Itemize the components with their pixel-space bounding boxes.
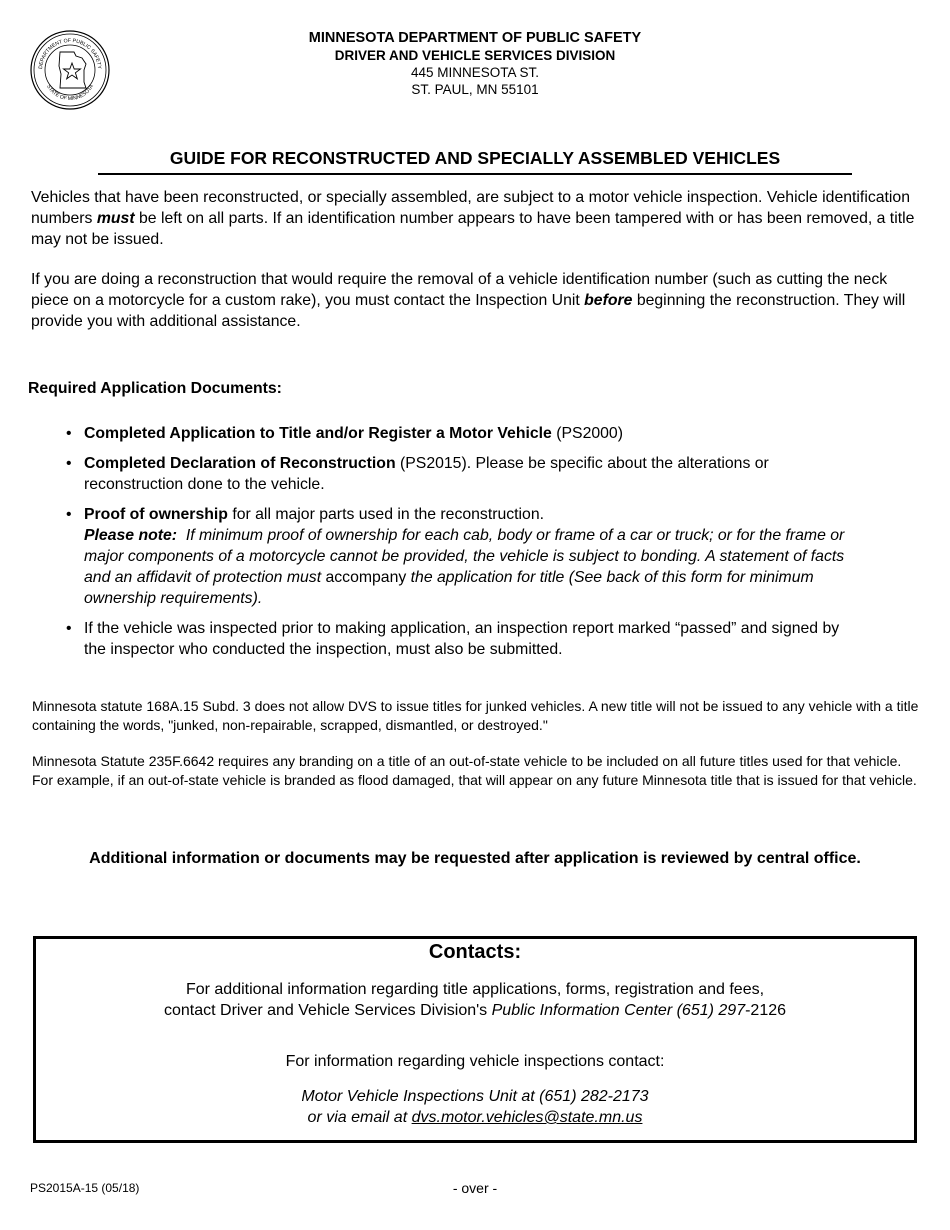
contacts-title: Contacts: [428, 941, 522, 963]
bullet-icon: • [66, 506, 72, 523]
intro-paragraph-2 [31, 269, 926, 332]
document-title: GUIDE FOR RECONSTRUCTED AND SPECIALLY ASSEMBLED VEHICLES [98, 148, 852, 175]
statute-168a15-text: Minnesota statute 168A.15 Subd. 3 does not allow DVS to issue titles for junked vehicles. A new title will not be issued to any vehicle with a title containing the words, "junked, non-repairable, scrapped, dismantled, or destroyed." [32, 698, 919, 733]
over-indicator: - over - [452, 1180, 498, 1196]
b2-bold: Completed Declaration of Reconstruction [84, 455, 396, 472]
contacts-l2-a: contact Driver and Vehicle Services Division's [163, 1002, 492, 1019]
b3-note-b: accompany [321, 569, 411, 586]
bullet-icon: • [66, 425, 72, 442]
list-item [62, 618, 862, 660]
intro-p2-emphasis: before [584, 292, 633, 309]
intro-paragraph-1 [31, 187, 926, 250]
contacts-l2-b: -2126 [745, 1002, 787, 1019]
email-link[interactable]: dvs.motor.vehicles@state.mn.us [411, 1109, 643, 1126]
list-item [62, 504, 862, 609]
list-item [62, 453, 862, 495]
b1-rest: (PS2000) [551, 425, 623, 442]
additional-info-notice: Additional information or documents may be requested after application is reviewed by central office. [89, 850, 861, 867]
department-name: MINNESOTA DEPARTMENT OF PUBLIC SAFETY [308, 30, 642, 46]
statute-235f6642-text: Minnesota Statute 235F.6642 requires any branding on a title of an out-of-state vehicle to be included on all future titles used for that vehicle. For example, if an out-of-state vehicle is branded as flood damaged, that will appear on any future Minnesota title that is issued for that vehicle. [32, 753, 917, 788]
seal-bottom-text: STATE OF MINNESOTA [45, 83, 95, 103]
form-id: PS2015A-15 (05/18) [30, 1181, 140, 1195]
division-name: DRIVER AND VEHICLE SERVICES DIVISION [334, 48, 616, 63]
b3-note-a: If minimum proof of ownership for each cab, body or frame of a car or truck; or for the frame or major components of a motorcycle cannot be provided, the vehicle is subject to bonding. A statement of facts and an affidavit of protection must [84, 527, 849, 586]
contacts-line-5 [36, 1107, 914, 1128]
intro-p1-text-b: be left on all parts. If an identification number appears to have been tampered with or has been removed, a title may not be issued. [31, 210, 915, 248]
b3-rest: for all major parts used in the reconstruction. [227, 506, 545, 523]
contacts-line-2 [36, 1000, 914, 1021]
agency-header [0, 30, 950, 98]
b4-text: If the vehicle was inspected prior to making application, an inspection report marked “passed” and signed by the inspector who conducted the inspection, must also be submitted. [84, 620, 840, 658]
contacts-l2-em: Public Information Center (651) 297 [491, 1002, 746, 1019]
city-address: ST. PAUL, MN 55101 [411, 82, 539, 97]
intro-p1-emphasis: must [96, 210, 135, 227]
b1-bold: Completed Application to Title and/or Register a Motor Vehicle [84, 425, 552, 442]
street-address: 445 MINNESOTA ST. [410, 65, 540, 80]
b3-bold: Proof of ownership [84, 506, 228, 523]
b3-note-label: Please note: [84, 527, 178, 544]
contacts-line-3: For information regarding vehicle inspections contact: [285, 1053, 665, 1070]
list-item [62, 423, 862, 444]
bullet-icon: • [66, 455, 72, 472]
intro-p2-text-b: beginning the reconstruction. They will provide you with additional assistance. [31, 292, 906, 330]
b3-note-c: the application for title (See back of this form for minimum ownership requirements). [84, 569, 814, 607]
intro-p1-text-a: Vehicles that have been reconstructed, or specially assembled, are subject to a motor vehicle inspection. Vehicle identification numbers [31, 189, 910, 227]
contacts-line-1: For additional information regarding title applications, forms, registration and fees, [185, 981, 765, 998]
bullet-icon: • [66, 620, 72, 637]
contacts-l5-a: or via email at [307, 1109, 412, 1126]
intro-p2-text-a: If you are doing a reconstruction that would require the removal of a vehicle identification number (such as cutting the neck piece on a motorcycle for a custom rake), you must contact the Inspection Unit [31, 271, 888, 309]
contacts-line-4: Motor Vehicle Inspections Unit at (651) 282-2173 [301, 1088, 649, 1105]
contacts-box [33, 936, 917, 1143]
required-documents-list [62, 423, 862, 669]
b2-rest: (PS2015). Please be specific about the alterations or reconstruction done to the vehicle. [84, 455, 769, 493]
seal-top-text: DEPARTMENT OF PUBLIC SAFETY [37, 37, 103, 70]
required-documents-heading: Required Application Documents: [28, 380, 282, 397]
